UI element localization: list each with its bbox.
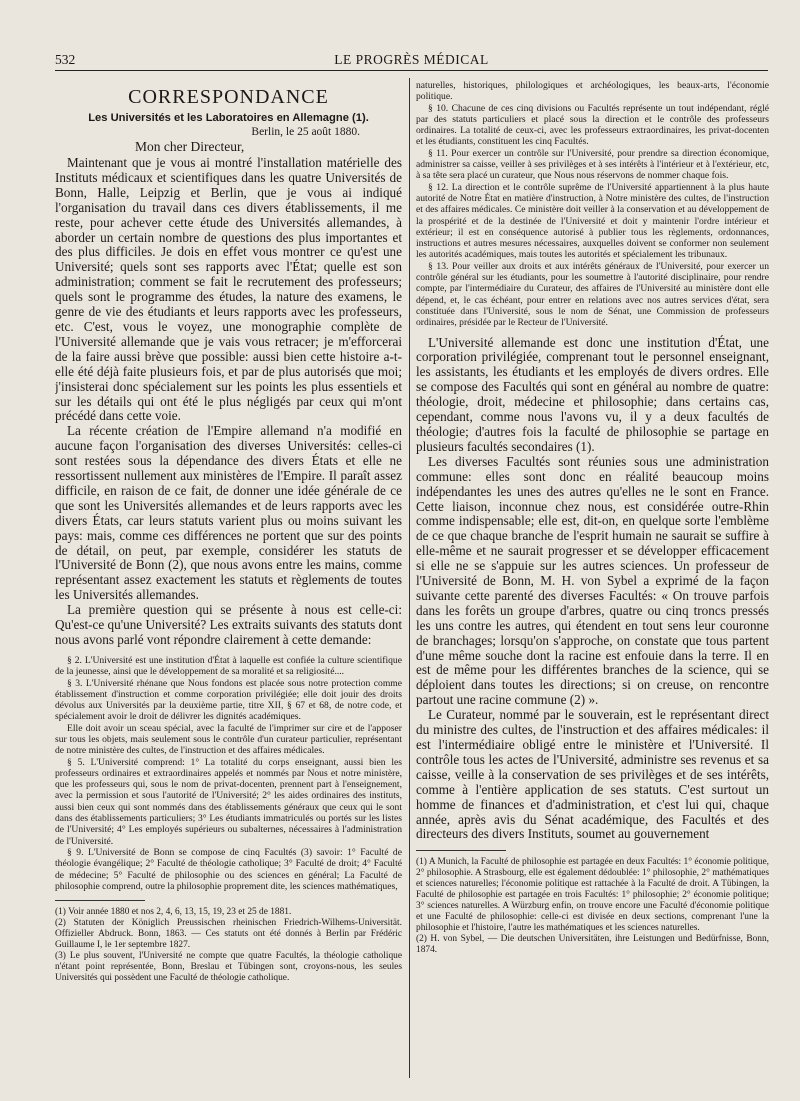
column-divider	[409, 78, 410, 1078]
statute-paragraph: § 9. L'Université de Bonn se compose de cinq Facultés (3) savoir: 1° Faculté de théologie évangélique; 2° Faculté de théologie catholique; 3° Faculté de droit; 4° Faculté de médecine; 5° Faculté de philosophie ou des sciences en général; La Faculté de philosophie comprend, outre la philosophie proprement dite, les sciences mathématiques,	[55, 846, 402, 892]
salutation: Mon cher Directeur,	[135, 139, 245, 154]
section-title: CORRESPONDANCE	[128, 86, 329, 108]
page-number: 532	[55, 52, 76, 67]
right-column	[416, 80, 769, 1080]
running-header	[55, 52, 768, 70]
footnote: (1) Voir année 1880 et nos 2, 4, 6, 13, 15, 19, 23 et 25 de 1881.	[55, 907, 292, 918]
body-paragraph: Le Curateur, nommé par le souverain, est le représentant direct du ministre des cultes, de l'instruction et des affaires médicales: il est l'intermédiaire obligé entre le ministère et l'Université. Il contrôle tous les actes de l'Université, administre ses revenus et sa caisse, veille à la conservation de ses privilèges et de ses intérêts, comme à l'entière application de ses statuts. C'est surtout un homme de finances et d'administration, et c'est lui qui, chaque année, après avis du Sénat académique, des Facultés et des directeurs des divers Instituts, soumet au gouvernement	[416, 707, 769, 842]
body-paragraph: Les diverses Facultés sont réunies sous une administration commune: elles sont donc en réalité beaucoup moins indépendantes les unes des autres qu'elles ne le sont en France. Cette liaison, inconnue chez nous, est considérée outre-Rhin comme indispensable; elle est, dit-on, en quelque sorte l'emblème de ce que chaque branche de l'esprit humain ne saurait se suffire à elle-même et ne saurait progresser et se développer efficacement si elle ne se s'appuie sur les autres sciences. Un professeur de l'Université de Bonn, M. H. von Sybel a exprimé de la façon suivante cette parenté des diverses Facultés: « On trouve parfois dans les forêts un groupe d'arbres, quatre ou cinq troncs pressés les uns contre les autres, qui étendent en tout sens leur couronne de branchages; lorsqu'on s'approche, on constate que tous partent d'une même souche dont la racine est enfouie dans la terre. Il en est de même pour les différentes branches de la science, qui se déploient dans toutes les directions; si on creuse, on rencontre partout une racine commune (2) ».	[416, 453, 769, 708]
statute-paragraph: Elle doit avoir un sceau spécial, avec la faculté de l'imprimer sur cire et de l'apposer sur tous les objets, mais seulement sous le contrôle d'un curateur particulier, représentant de notre ministère des cultes, de l'instruction et des affaires médicales.	[55, 722, 402, 757]
statute-paragraph: naturelles, historiques, philologiques et archéologiques, les beaux-arts, l'économie politique.	[416, 80, 769, 103]
body-paragraph: La première question qui se présente à nous est celle-ci: Qu'est-ce qu'une Université? Les extraits suivants des statuts dont nous avons parlé vont répondre clairement à cette demande:	[55, 602, 402, 647]
header-rule	[55, 70, 768, 71]
journal-title: LE PROGRÈS MÉDICAL	[334, 52, 489, 67]
statute-paragraph: § 5. L'Université comprend: 1° La totalité du corps enseignant, aussi bien les professeurs ordinaires et extraordinaires appelés et nommés par Nous et notre ministère, que les professeurs qui, sous le nom de privat-docenten, prennent part à l'enseignement, avec la permission et sous l'autorité de l'Université; 2° les aides ordinaires des instituts, aussi bien ceux qui sont nommés dans des établissements généraux que ceux qui le sont dans des établissements particuliers; 3° Les étudiants immatriculés ou portés sur les listes de l'Université; 4° Les employés supérieurs ou subalternes, nécessaires à l'administration de l'Université.	[55, 756, 402, 847]
article-subtitle: Les Universités et les Laboratoires en Allemagne (1).	[88, 112, 369, 124]
statute-paragraph: § 10. Chacune de ces cinq divisions ou Facultés représente un tout indépendant, réglé par des statuts particuliers et placé sous la direction et le contrôle des professeurs ordinaires. La totalité de ceux-ci, avec les professeurs extraordinaires, les privat-docenten et les étudiants, constituent les cinq Facultés.	[416, 102, 769, 148]
statute-paragraph: § 12. La direction et le contrôle suprême de l'Université appartiennent à la plus haute autorité de Notre État en matière d'instruction, à Notre ministère des cultes, de l'instruction et des affaires médicales. Ce ministère doit veiller à la conservation et au développement de la prospérité et de la destinée de l'Université et doit y maintenir l'ordre intérieur et extérieur; il est en conséquence autorisé à publier tous les règlements, ordonnances, instructions et autres mesures nécessaires, auxquelles doivent se conformer non seulement les autorités académiques, mais toutes les autorités et spécialement les tribunaux.	[416, 181, 769, 261]
body-paragraph: Maintenant que je vous ai montré l'installation matérielle des Instituts médicaux et scientifiques dans les quatre Universités de Bonn, Halle, Leipzig et Berlin, que je vous ai indiqué l'organisation du travail dans ces divers établissements, il me reste, pour achever cette étude des Universités allemandes, à aborder un certain nombre de questions des plus importantes et des plus difficiles. Je dois en effet vous montrer ce qu'est une Université; quels sont ses rapports avec l'État; quelle est son administration; comment se fait le recrutement des professeurs; quels sont le programme des études, la nature des examens, le genre de vie des étudiants et leurs rapports avec les professeurs, etc. C'est, vous le voyez, une monographie complète de l'Université allemande que je vais vous retracer; je m'efforcerai de la faire aussi brève que possible: aussi bien cette histoire a-t-elle été déjà faite plusieurs fois, et par de plus autorisés que moi; j'insisterai donc spécialement sur les points les plus essentiels et sur les détails qui ont été le plus négligés par ceux qui m'ont précédé dans cette voie.	[55, 155, 402, 424]
body-paragraph: La récente création de l'Empire allemand n'a modifié en aucune façon l'organisation des diverses Universités: celles-ci sont restées sous la dépendance des divers États et elle ne ressortissent nullement aux ministères de l'Empire. Il paraît assez difficile, en raison de ce fait, de donner une idée générale de ce que sont les Universités allemandes et de leurs rapports avec les divers États, car leurs statuts varient plus ou moins suivant les pays: mais, comme ces différences ne portent que sur des points de détail, on peut, par exemple, considérer les statuts de l'Université de Bonn (2), que nous avons entre les mains, comme représentant assez exactement les statuts et règlements de toutes les Universités allemandes.	[55, 423, 402, 603]
footnote: (3) Le plus souvent, l'Université ne compte que quatre Facultés, la théologie catholique n'étant point représentée, Bonn, Breslau et Tübingen sont, croyons-nous, les seules Universités qui possèdent une Faculté de théologie catholique.	[55, 951, 402, 984]
statute-paragraph: § 11. Pour exercer un contrôle sur l'Université, pour prendre sa direction économique, administrer sa caisse, veiller à ses privilèges et à ses intérêts à l'intérieur et à l'extérieur, etc, à sa tête sera placé un curateur, que Nous nous réservons de nommer chaque fois.	[416, 147, 769, 182]
footnote-rule	[55, 900, 145, 901]
statute-paragraph: § 13. Pour veiller aux droits et aux intérêts généraux de l'Université, pour exercer un contrôle général sur les étudiants, pour les soumettre à l'autorité disciplinaire, pour rendre compte, par l'intermédiaire du Curateur, des affaires de l'Université au ministère dont elle dépend, et, le cas échéant, pour entrer en relations avec nos autres services d'état, sera constituée dans l'Université, sous le nom de Sénat, une Commission de professeurs ordinaires, présidée par le Recteur de l'Université.	[416, 260, 769, 329]
footnote: (2) Statuten der Königlich Preussischen rheinischen Friedrich-Wilhems-Universität. Offizieller Abdruck. Bonn, 1863. — Ces statuts ont été donnés à Berlin par Frédéric Guillaume I, le 1er septembre 1827.	[55, 918, 402, 951]
statute-paragraph: § 2. L'Université est une institution d'État à laquelle est confiée la culture scientifique de la jeunesse, ainsi que le développement de sa moralité et sa religiosité....	[55, 654, 402, 678]
footnote: (1) A Munich, la Faculté de philosophie est partagée en deux Facultés: 1° économie politique, 2° philosophie. A Strasbourg, elle est également dédoublée: 1° philosophie, 2° mathématiques et sciences naturelles; l'économie politique est rattachée à la Faculté de droit. A Tübingen, la Faculté de philosophie est partagée en trois Facultés: 1° philosophie; 2° économie politique; 3° sciences naturelles. A Würzburg enfin, on trouve encore une Faculté d'économie politique et une Faculté de philosophie: celle-ci est divisée en deux sections, comprenant l'une la philosophie et l'histoire, l'autre les mathématiques et les sciences naturelles.	[416, 857, 769, 934]
footnote: (2) H. von Sybel, — Die deutschen Universitäten, ihre Leistungen und Bedürfnisse, Bonn, 1874.	[416, 934, 769, 956]
statute-paragraph: § 3. L'Université rhénane que Nous fondons est placée sous notre protection comme établissement d'instruction et comme corporation privilégiée; elle doit jouir des droits dévolus aux Universités par la deuxième partie, titre XII, § 67 et 68, de notre code, et spécialement avoir le droit de délivrer les dignités académiques.	[55, 677, 402, 723]
footnote-rule	[416, 850, 506, 851]
body-paragraph: L'Université allemande est donc une institution d'État, une corporation privilégiée, comprenant tout le personnel enseignant, les assistants, les étudiants et les employés de divers ordres. Elle se compose des Facultés qui sont en général au nombre de quatre: théologie, droit, médecine et philosophie; dans certains cas, cependant, comme nous l'avons vu, il y a deux facultés de théologie; d'autres fois la faculté de philosophie se partage en plusieurs facultés secondaires (1).	[416, 334, 769, 454]
left-column	[55, 80, 402, 1050]
dateline: Berlin, le 25 août 1880.	[251, 126, 360, 138]
